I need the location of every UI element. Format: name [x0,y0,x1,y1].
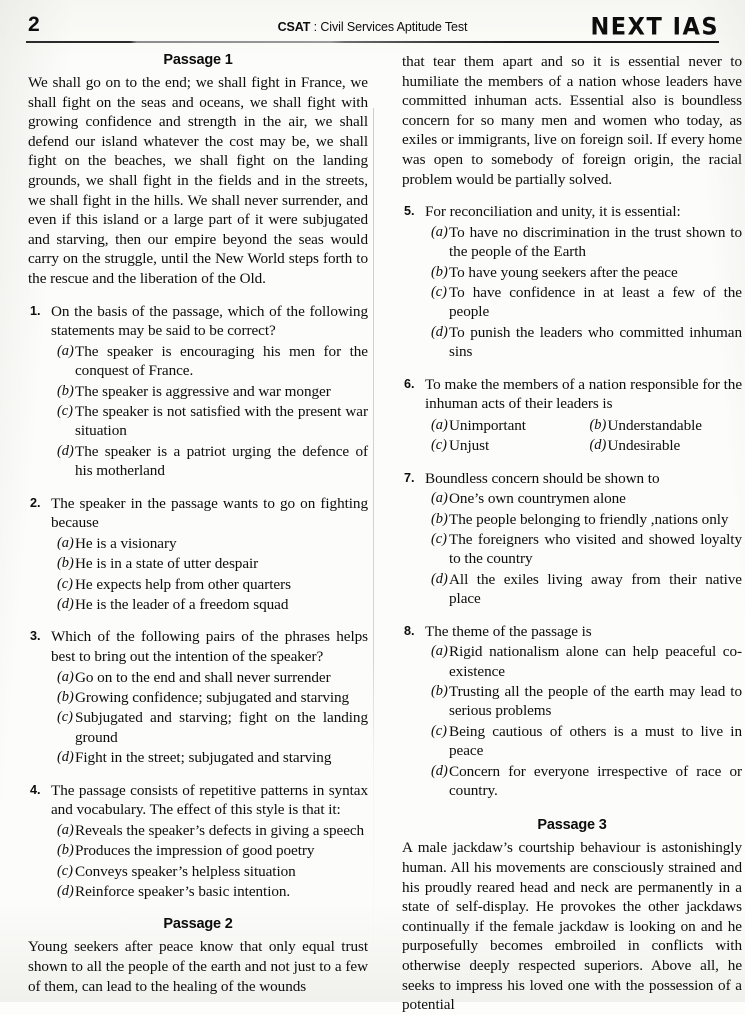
option-item[interactable] [425,510,742,529]
right-question-list [402,202,742,800]
option-text: The speaker is not satisfied with the present war situation [75,402,368,440]
option-item[interactable] [51,402,368,441]
option-label: (a) [57,668,74,685]
option-label: (d) [57,442,74,459]
question-number: 5. [404,204,415,219]
option-list [425,642,742,800]
option-label: (a) [57,342,74,359]
option-text: Go on to the end and shall never surrender [75,668,331,686]
option-text: The speaker is encouraging his men for the conquest of France. [75,342,368,380]
option-list [51,534,368,615]
option-text: Subjugated and starving; fight on the landing ground [75,709,368,746]
question-stem: To make the members of a nation responsible for the inhuman acts of their leaders is [425,375,742,413]
option-label: (b) [57,555,74,572]
option-item[interactable] [51,668,368,687]
question-number: 6. [404,376,415,391]
option-row [425,415,742,435]
question-number: 8. [404,623,415,638]
option-label: (d) [431,570,448,587]
option-item[interactable] [425,570,742,609]
option-list [425,415,742,456]
right-column [402,52,742,1014]
passage-3-heading: Passage 3 [537,817,607,834]
question-number: 2. [30,495,41,510]
option-label: (a) [431,643,448,660]
option-text: He is a visionary [75,534,177,552]
option-label: (a) [57,534,74,551]
option-label: (c) [57,402,73,419]
option-item[interactable] [51,554,368,573]
option-label: (b) [57,842,74,859]
option-text: Fight in the street; subjugated and starving [75,749,332,767]
running-head-exam: CSAT [277,20,311,34]
page-header [0,0,745,45]
option-label: (a) [431,223,448,240]
option-text: Unimportant [449,416,526,434]
option-item[interactable] [425,489,742,508]
option-item[interactable] [51,882,368,901]
option-item[interactable] [425,530,742,569]
option-list [425,223,742,362]
option-item[interactable] [425,436,584,455]
question-item [28,781,368,902]
option-text: He is in a state of utter despair [75,555,259,573]
passage-1-text: We shall go on to the end; we shall fight in France, we shall fight on the seas and oceans, we shall fight with growing confidence and strength in the air, we shall defend our island whatever the cost may be, we shall fight on the beaches, we shall fight on the landing grounds, we shall fight in the fields and in the streets, we shall fight in the hills. We shall never surrender, and even if this island or a large part of it were subjugated and starving, then our empire beyond the seas would carry on the struggle, until the New World steps forth to the rescue and the liberation of the Old. [28,74,368,287]
option-list [51,342,368,481]
option-label: (d) [589,437,607,454]
option-label: (c) [57,709,73,726]
option-text: Rigid nationalism alone can help peaceful co-existence [449,643,742,680]
option-item[interactable] [584,436,743,455]
option-text: Growing confidence; subjugated and starving [75,688,350,706]
passage-2-text-part1: Young seekers after peace know that only equal trust shown to all the people of the earth and not just to a few of them, can lead to the healing of the wounds [28,938,368,995]
question-body [51,781,368,902]
option-item[interactable] [51,534,368,553]
option-item[interactable] [51,748,368,767]
option-text: Understandable [607,416,702,434]
option-label: (b) [57,688,74,705]
option-label: (a) [431,490,448,507]
option-item[interactable] [51,841,368,860]
option-label: (b) [57,382,74,399]
question-stem: The speaker in the passage wants to go on fighting because [51,494,368,532]
option-label: (c) [431,437,447,454]
option-item[interactable] [51,575,368,594]
option-label: (d) [57,595,74,612]
option-item[interactable] [425,762,742,801]
option-label: (d) [431,762,448,779]
question-stem: The passage consists of repetitive patterns in syntax and vocabulary. The effect of this style is that it: [51,781,368,819]
question-item [28,627,368,767]
page-number: 2 [28,13,40,36]
question-item [402,469,742,609]
option-item[interactable] [51,862,368,881]
question-body [51,627,368,767]
option-list [51,668,368,768]
option-text: Produces the impression of good poetry [75,842,315,860]
option-list [51,821,368,902]
option-label: (c) [431,531,447,547]
option-text: The speaker is aggressive and war monger [75,382,331,400]
option-text: The foreigners who visited and showed loyalty to the country [449,531,742,568]
option-text: He is the leader of a freedom squad [75,595,289,613]
option-label: (d) [57,883,74,899]
question-item [402,622,742,801]
header-rule [26,41,719,43]
option-text: Concern for everyone irrespective of race or country. [449,762,742,800]
column-divider [373,108,374,998]
option-label: (c) [431,722,447,739]
option-text: Reinforce speaker’s basic intention. [75,883,291,900]
left-question-list [28,302,368,902]
option-text: To have no discrimination in the trust shown to the people of the Earth [449,223,742,261]
passage-3-text: A male jackdaw’s courtship behaviour is astonishingly human. All his movements are consciously strained and his proudly reared head and neck are permanently in a state of self-display. He provokes the other jackdaws continually if the female jackdaw is looking on and he purposefully becomes embroiled in conflicts with otherwise deeply respected superiors. Above all, he seeks to impress his loved one with the possession of a potential [402,839,742,1014]
option-label: (c) [57,575,73,592]
question-number: 3. [30,629,41,644]
option-text: To have confidence in at least a few of the people [449,283,742,321]
running-head-subtitle: : Civil Services Aptitude Test [310,20,468,34]
option-text: To punish the leaders who committed inhuman sins [449,323,742,361]
option-text: Reveals the speaker’s defects in giving a speech [75,821,365,839]
question-stem: For reconciliation and unity, it is essential: [425,203,681,221]
two-column-body [0,52,745,1014]
option-row [425,435,742,455]
option-label: (c) [57,862,73,879]
question-body [425,375,742,456]
option-item[interactable] [51,442,368,481]
option-text: Conveys speaker’s helpless situation [75,862,296,880]
option-label: (d) [431,323,448,340]
option-label: (b) [431,510,448,527]
option-text: Being cautious of others is a must to live in peace [449,722,742,760]
question-number: 7. [404,470,415,485]
option-item[interactable] [584,416,743,435]
option-item[interactable] [425,263,742,282]
option-item[interactable] [425,682,742,721]
option-text: All the exiles living away from their native place [449,570,742,608]
option-label: (a) [57,821,74,838]
question-item [28,302,368,481]
option-item[interactable] [425,223,742,262]
option-item[interactable] [425,323,742,362]
question-item [28,494,368,615]
question-number: 1. [30,303,41,318]
option-text: Trusting all the people of the earth may lead to serious problems [449,683,742,720]
option-label: (d) [57,749,74,766]
question-body [425,622,742,801]
question-body [51,302,368,481]
question-item [402,375,742,456]
question-body [425,469,742,609]
option-list [425,489,742,608]
passage-2-heading: Passage 2 [163,916,233,933]
question-stem: Boundless concern should be shown to [425,469,660,487]
question-item [402,202,742,361]
option-text: Undesirable [607,437,681,455]
option-text: The people belonging to friendly ,nations only [449,510,729,528]
option-label: (b) [431,263,448,280]
passage-1-heading: Passage 1 [163,52,233,68]
option-item[interactable] [425,722,742,761]
option-item[interactable] [425,642,742,681]
option-item[interactable] [51,708,368,747]
left-column [28,52,368,1002]
question-stem: Which of the following pairs of the phrases helps best to bring out the intention of the speaker? [51,628,368,665]
option-item[interactable] [51,688,368,707]
option-label: (c) [431,283,447,300]
option-item[interactable] [51,595,368,614]
option-item[interactable] [51,821,368,840]
option-item[interactable] [425,283,742,322]
publisher-logo: NEXT IAS [590,14,719,41]
question-body [425,202,742,361]
option-text: The speaker is a patriot urging the defence of his motherland [75,442,368,480]
option-text: Unjust [449,437,490,455]
option-label: (b) [589,416,607,433]
passage-2-text-part2: that tear them apart and so it is essential never to humiliate the members of a nation whose leaders have committed inhuman acts. Essential also is boundless concern for so many men and women who today, as exiles or immigrants, live on foreign soil. If every home was open to somebody of foreign origin, the racial problem would be partially solved. [402,53,742,188]
question-stem: The theme of the passage is [425,622,592,640]
question-stem: On the basis of the passage, which of the following statements may be said to be correct? [51,302,368,340]
option-label: (a) [431,416,448,433]
option-label: (b) [431,683,448,700]
question-body [51,494,368,615]
option-item[interactable] [425,416,584,435]
option-text: One’s own countrymen alone [449,490,626,508]
option-item[interactable] [51,342,368,381]
option-text: To have young seekers after the peace [449,263,678,281]
option-item[interactable] [51,382,368,401]
question-number: 4. [30,782,41,797]
option-text: He expects help from other quarters [75,575,291,593]
